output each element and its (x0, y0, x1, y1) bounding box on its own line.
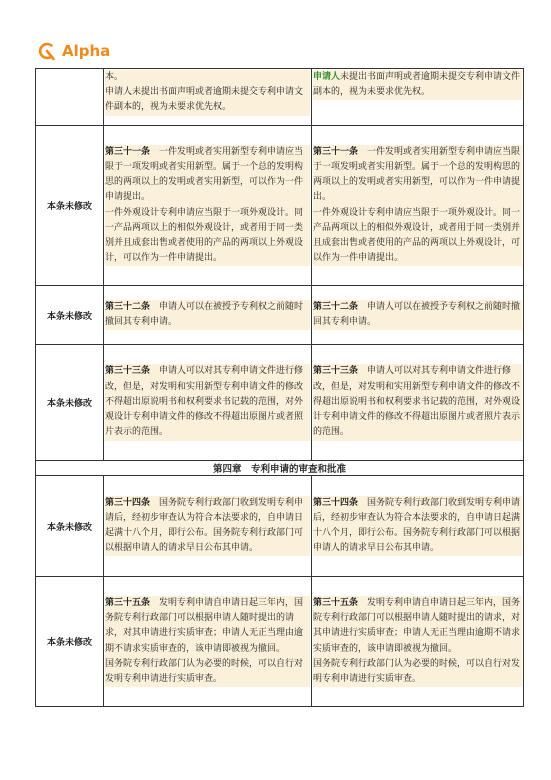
article-body: 一件发明或者实用新型专利申请应当限于一项发明或者实用新型。属于一个总的发明构思的两项以上的发明或者实用新型，可以作为一件申请提出。 一件外观设计专利申请应当限于一项外观设计。同一产品两项以上的相似外观设计，或者用于同一类别并且成套出售或者使用的产品的两项以上外观设计，可以作为一件申请提出。 (313, 146, 521, 264)
article-number: 第三十四条 (105, 497, 151, 508)
old-text-cell (104, 126, 312, 286)
new-text-cell (312, 286, 524, 345)
status-cell: 本条未修改 (36, 345, 104, 461)
article-number: 第三十三条 (105, 366, 151, 377)
table-row (36, 126, 524, 286)
table-row (36, 345, 524, 461)
table-row (36, 286, 524, 345)
new-text-cell (312, 345, 524, 461)
status-cell: 本条未修改 (36, 286, 104, 345)
old-line-2: 申请人未提出书面声明或者逾期未提交专利申请文件副本的，视为未要求优先权。 (105, 87, 304, 113)
article-body: 申请人可以在被授予专利权之前随时撤回其专利申请。 (313, 301, 521, 327)
new-body: 未提出书面声明或者逾期未提交专利申请文件副本的，视为未要求优先权。 (313, 72, 521, 98)
chapter-row (36, 461, 524, 476)
old-line-1: 本。 (105, 72, 124, 82)
article-number: 第三十五条 (105, 597, 151, 608)
new-text-cell (312, 577, 524, 707)
status-cell: 本条未修改 (36, 577, 104, 707)
article-body: 申请人可以在被授予专利权之前随时撤回其专利申请。 (105, 301, 304, 327)
article-number: 第三十三条 (313, 366, 359, 377)
comparison-table (35, 68, 524, 707)
article-body: 一件发明或者实用新型专利申请应当限于一项发明或者实用新型。属于一个总的发明构思的两项以上的发明或者实用新型，可以作为一件申请提出。 一件外观设计专利申请应当限于一项外观设计。同一产品两项以上的相似外观设计，或者用于同一类别并且成套出售或者使用的产品的两项以上外观设计，可以作为一件申请提出。 (105, 146, 304, 264)
new-text-cell (312, 476, 524, 577)
old-text-cell (104, 286, 312, 345)
chapter-heading: 第四章 专利申请的审查和批准 (36, 461, 524, 476)
amended-term: 申请人 (313, 72, 341, 82)
status-cell: 本条未修改 (36, 126, 104, 286)
article-number: 第三十二条 (313, 301, 359, 312)
table-row (36, 69, 524, 126)
new-text-cell (312, 69, 524, 126)
table-row (36, 577, 524, 707)
old-text-cell (104, 476, 312, 577)
old-text-cell (104, 69, 312, 126)
status-cell: 本条未修改 (36, 476, 104, 577)
article-body: 国务院专利行政部门收到发明专利申请后，经初步审查认为符合本法要求的，自申请日起满十八个月，即行公布。国务院专利行政部门可以根据申请人的请求早日公布其申请。 (105, 497, 304, 554)
article-body: 申请人可以对其专利申请文件进行修改，但是，对发明和实用新型专利申请文件的修改不得超出原说明书和权利要求书记载的范围，对外观设计专利申请文件的修改不得超出原图片或者照片表示的范围。 (105, 366, 304, 438)
status-cell (36, 69, 104, 126)
table-row (36, 476, 524, 577)
new-text-cell (312, 126, 524, 286)
brand-name: Alpha (62, 42, 111, 60)
old-text (105, 70, 310, 116)
article-number: 第三十五条 (313, 597, 359, 608)
article-number: 第三十一条 (105, 146, 151, 157)
old-text-cell (104, 577, 312, 707)
article-body: 发明专利申请自申请日起三年内，国务院专利行政部门可以根据申请人随时提出的请求，对其申请进行实质审查；申请人无正当理由逾期不请求实质审查的，该申请即被视为撤回。 国务院专利行政部门认为必要的时候，可以自行对发明专利申请进行实质审查。 (313, 597, 521, 684)
article-number: 第三十二条 (105, 301, 151, 312)
new-text (313, 70, 522, 100)
article-body: 申请人可以对其专利申请文件进行修改，但是，对发明和实用新型专利申请文件的修改不得超出原说明书和权利要求书记载的范围，对外观设计专利申请文件的修改不得超出原图片或者照片表示的范围。 (313, 366, 521, 438)
brand-logo (38, 40, 110, 62)
article-body: 国务院专利行政部门收到发明专利申请后，经初步审查认为符合本法要求的，自申请日起满十八个月，即行公布。国务院专利行政部门可以根据申请人的请求早日公布其申请。 (313, 497, 521, 554)
article-body: 发明专利申请自申请日起三年内，国务院专利行政部门可以根据申请人随时提出的请求，对其申请进行实质审查；申请人无正当理由逾期不请求实质审查的，该申请即被视为撤回。 国务院专利行政部门认为必要的时候，可以自行对发明专利申请进行实质审查。 (105, 597, 304, 684)
alpha-logo-icon (38, 41, 56, 61)
article-number: 第三十四条 (313, 497, 359, 508)
article-number: 第三十一条 (313, 146, 359, 157)
old-text-cell (104, 345, 312, 461)
